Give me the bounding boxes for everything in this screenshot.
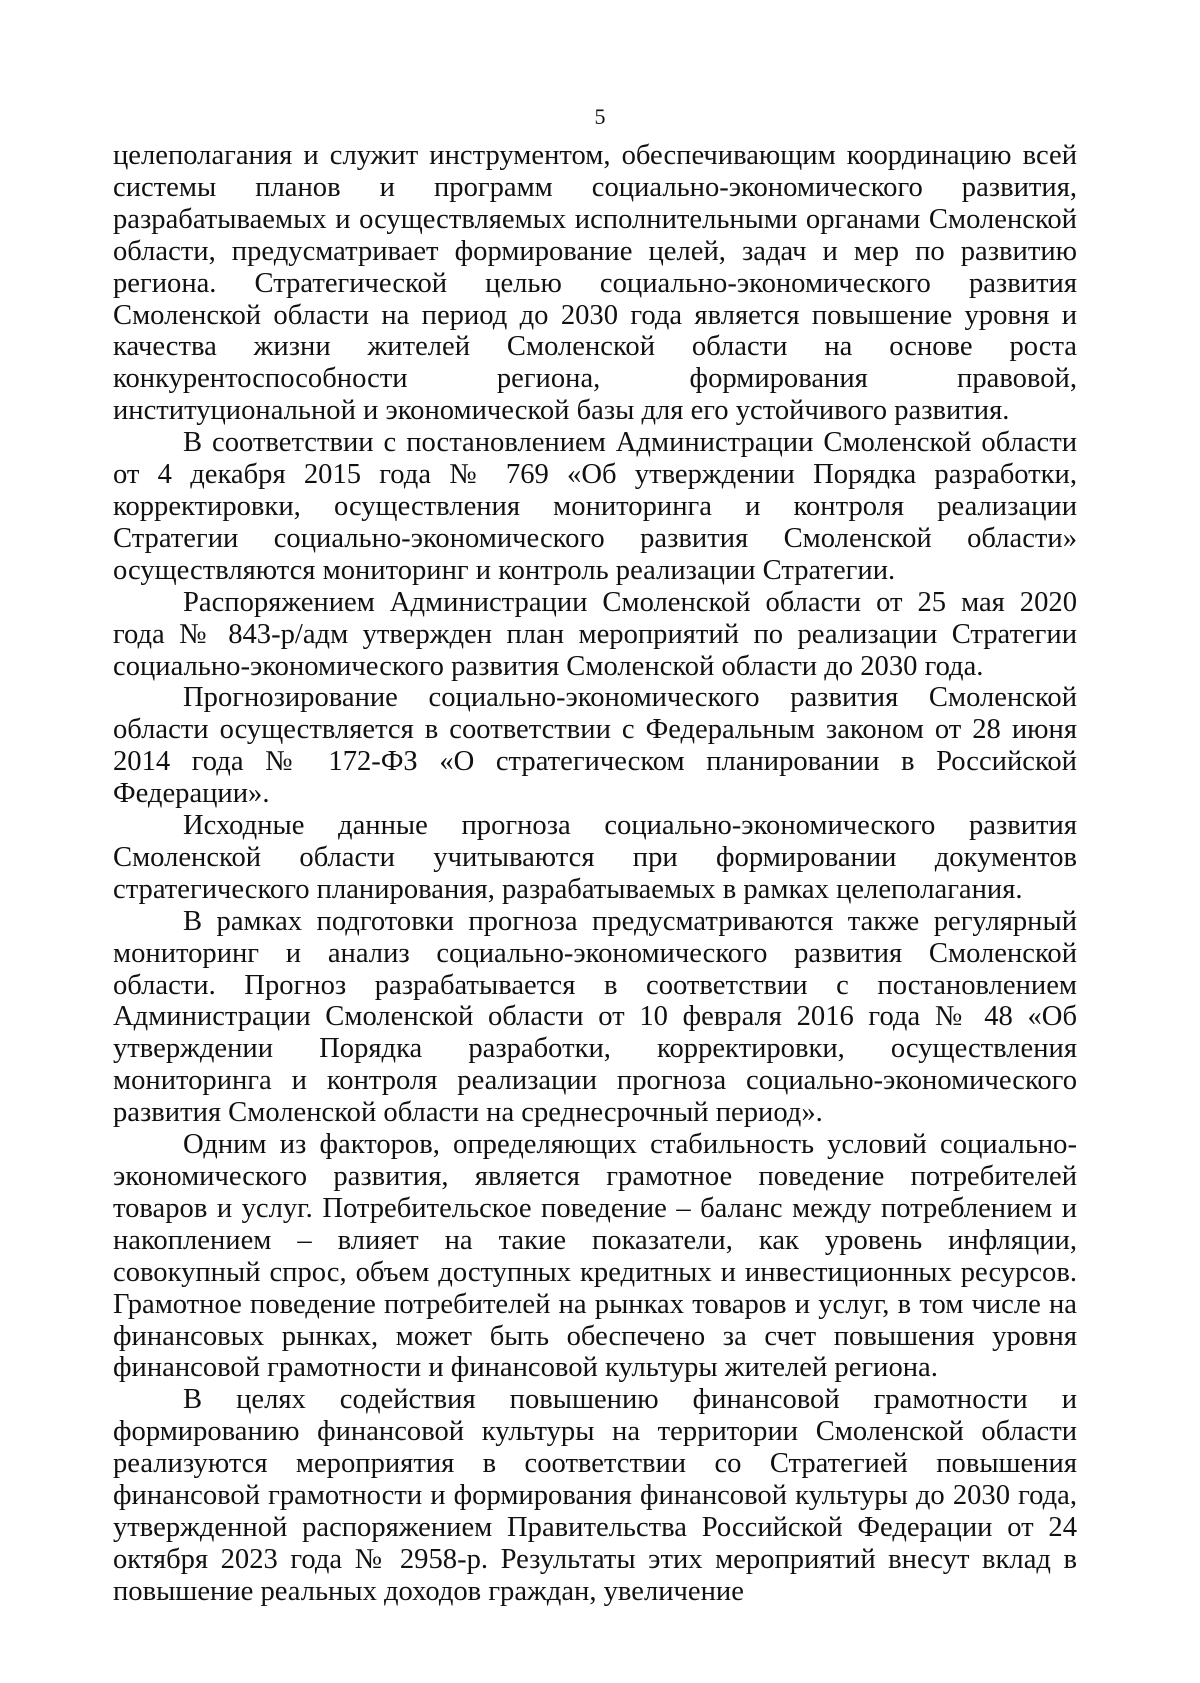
paragraph-forecast-preparation: В рамках подготовки прогноза предусматриваются также регулярный мониторинг и анализ социально-экономического развития Смоленской области. Прогноз разрабатывается в соответствии с постановлением Администрации Смоленской области от 10 февраля 2016 года № 48 «Об утверждении Порядка разработки, корректировки, осуществления мониторинга и контроля реализации прогноза социально-экономического развития Смоленской области на среднесрочный период».	[113, 905, 1077, 1129]
paragraph-action-plan: Распоряжением Администрации Смоленской области от 25 мая 2020 года № 843-р/адм утвержден план мероприятий по реализации Стратегии социально-экономического развития Смоленской области до 2030 года.	[113, 586, 1077, 682]
paragraph-continuation: целеполагания и служит инструментом, обеспечивающим координацию всей системы планов и программ социально-экономического развития, разрабатываемых и осуществляемых исполнительными органами Смоленской области, предусматривает формирование целей, задач и мер по развитию региона. Стратегической целью социально-экономического развития Смоленской области на период до 2030 года является повышение уровня и качества жизни жителей Смоленской области на основе роста конкурентоспособности региона, формирования правовой, институциональной и экономической базы для его устойчивого развития.	[113, 140, 1077, 427]
paragraph-financial-literacy: В целях содействия повышению финансовой грамотности и формированию финансовой культуры на территории Смоленской области реализуются мероприятия в соответствии со Стратегией повышения финансовой грамотности и формирования финансовой культуры до 2030 года, утвержденной распоряжением Правительства Российской Федерации от 24 октября 2023 года № 2958-р. Результаты этих мероприятий внесут вклад в повышение реальных доходов граждан, увеличение	[113, 1384, 1077, 1607]
paragraph-consumer-behavior: Одним из факторов, определяющих стабильность условий социально-экономического развития, является грамотное поведение потребителей товаров и услуг. Потребительское поведение – баланс между потреблением и накоплением – влияет на такие показатели, как уровень инфляции, совокупный спрос, объем доступных кредитных и инвестиционных ресурсов. Грамотное поведение потребителей на рынках товаров и услуг, в том числе на финансовых рынках, может быть обеспечено за счет повышения уровня финансовой грамотности и финансовой культуры жителей региона.	[113, 1129, 1077, 1384]
paragraph-forecasting: Прогнозирование социально-экономического развития Смоленской области осуществляется в соответствии с Федеральным законом от 28 июня 2014 года № 172-ФЗ «О стратегическом планировании в Российской Федерации».	[113, 682, 1077, 810]
paragraph-forecast-data: Исходные данные прогноза социально-экономического развития Смоленской области учитываются при формировании документов стратегического планирования, разрабатываемых в рамках целеполагания.	[113, 810, 1077, 905]
paragraph-monitoring-strategy: В соответствии с постановлением Администрации Смоленской области от 4 декабря 2015 года № 769 «Об утверждении Порядка разработки, корректировки, осуществления мониторинга и контроля реализации Стратегии социально-экономического развития Смоленской области» осуществляются мониторинг и контроль реализации Стратегии.	[113, 427, 1077, 586]
document-body	[113, 140, 1077, 1608]
page-number: 5	[594, 104, 606, 129]
